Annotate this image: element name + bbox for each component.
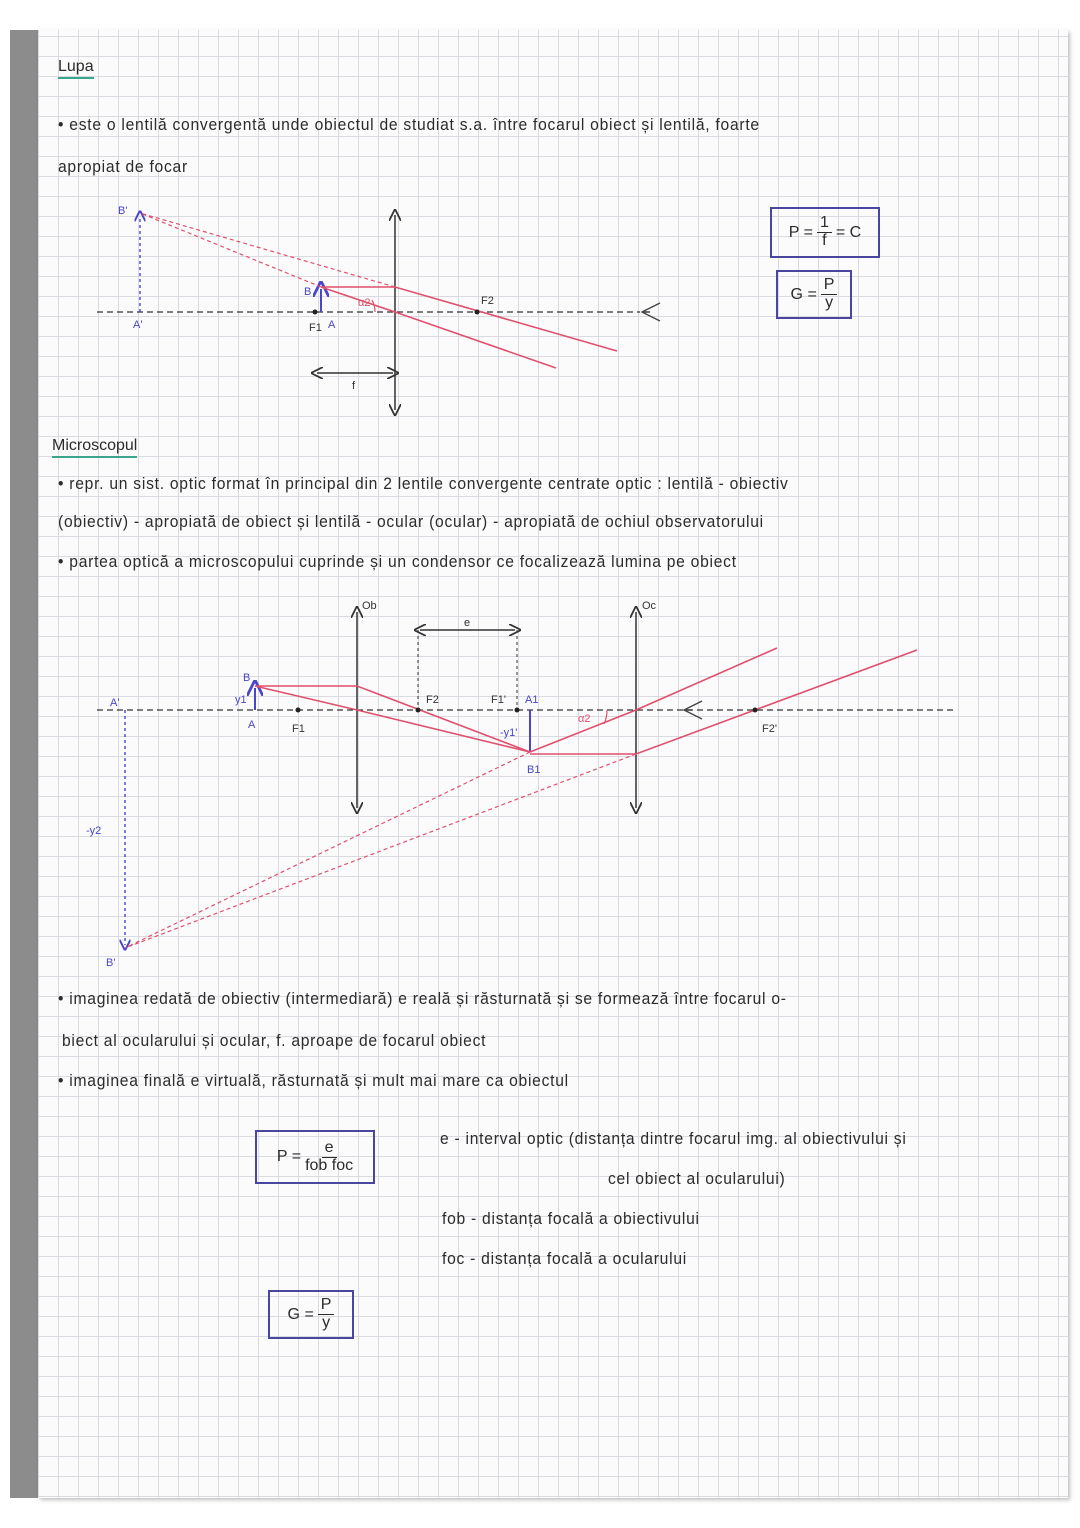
label: y1 bbox=[235, 694, 247, 706]
ray-extension bbox=[125, 752, 636, 948]
denominator: y bbox=[825, 294, 834, 311]
label: B bbox=[243, 672, 251, 684]
label: B1 bbox=[527, 764, 541, 776]
label: B' bbox=[118, 205, 128, 217]
text-line: biect al ocularului și ocular, f. aproape de focarul obiect bbox=[62, 1031, 487, 1050]
label: Ob bbox=[362, 600, 377, 612]
denominator: f bbox=[822, 232, 827, 249]
label: α2 bbox=[578, 713, 591, 725]
legend-line: foc - distanța focală a ocularului bbox=[442, 1249, 687, 1268]
text-line: • repr. un sist. optic format în principal din 2 lentile convergente centrate optic : lentilă - obiectiv bbox=[58, 474, 789, 493]
label: A bbox=[328, 319, 336, 331]
label: α2 bbox=[358, 297, 371, 309]
numerator: P bbox=[318, 1297, 335, 1315]
ray-extension bbox=[140, 213, 395, 287]
formula-box-power bbox=[255, 1130, 375, 1184]
focal-point bbox=[313, 310, 318, 315]
formula-left: G = bbox=[287, 1305, 314, 1323]
ray-ocular-center bbox=[530, 648, 777, 752]
label: F1 bbox=[292, 723, 305, 735]
eye-icon bbox=[642, 303, 660, 321]
ray-center bbox=[255, 686, 530, 752]
legend-line: cel obiect al ocularului) bbox=[608, 1169, 786, 1188]
text-line: (obiectiv) - apropiată de obiect și lentilă - ocular (ocular) - apropiată de ochiul observatorului bbox=[58, 512, 764, 531]
numerator: P bbox=[821, 277, 838, 295]
label: B' bbox=[106, 957, 116, 969]
text-line: • imaginea redată de obiectiv (intermediară) e reală și răsturnată și se formează între focarul o- bbox=[58, 989, 787, 1008]
numerator: e bbox=[322, 1140, 337, 1158]
numerator: 1 bbox=[817, 215, 832, 233]
fraction bbox=[305, 1140, 353, 1175]
focal-point bbox=[475, 310, 480, 315]
label: F2 bbox=[481, 295, 494, 307]
label: -y1' bbox=[500, 727, 518, 739]
label: A bbox=[248, 719, 256, 731]
fraction bbox=[318, 1297, 335, 1332]
text-line: • este o lentilă convergentă unde obiectul de studiat s.a. între focarul obiect și lentilă, foarte bbox=[58, 115, 760, 134]
legend-line: fob - distanța focală a obiectivului bbox=[442, 1209, 700, 1228]
angle-arc bbox=[372, 300, 375, 312]
label: -y2 bbox=[86, 825, 102, 837]
formula-left: P = bbox=[276, 1148, 302, 1165]
section-title-microscop: Microscopul bbox=[52, 437, 137, 458]
label: F1 bbox=[309, 322, 322, 334]
label: F2' bbox=[762, 723, 777, 735]
legend-line: e - interval optic (distanța dintre focarul img. al obiectivului și bbox=[440, 1129, 907, 1148]
formula-left: G = bbox=[790, 285, 817, 303]
text-line: • partea optică a microscopului cuprinde și un condensor ce focalizează lumina pe obiect bbox=[58, 552, 737, 571]
text-line: • imaginea finală e virtuală, răsturnată și mult mai mare ca obiectul bbox=[58, 1071, 569, 1090]
label: A' bbox=[133, 319, 143, 331]
magnifier-diagram bbox=[97, 205, 660, 410]
formula-right: = C bbox=[835, 223, 862, 241]
ray-ocular-parallel bbox=[530, 650, 917, 754]
label: A1 bbox=[525, 694, 539, 706]
label: e bbox=[464, 617, 471, 629]
text-line: apropiat de focar bbox=[58, 157, 188, 176]
label: F2 bbox=[426, 694, 439, 706]
denominator: y bbox=[322, 1314, 331, 1331]
label: F1' bbox=[491, 694, 506, 706]
denominator: fob foc bbox=[305, 1156, 354, 1174]
label: A' bbox=[110, 697, 120, 709]
formula-box-magnification bbox=[268, 1290, 354, 1339]
label: Oc bbox=[642, 600, 657, 612]
label: B bbox=[304, 286, 312, 298]
section-title-lupa: Lupa bbox=[58, 58, 94, 79]
label: f bbox=[352, 380, 356, 392]
formula-left: P = bbox=[788, 223, 813, 241]
microscope-diagram bbox=[86, 600, 955, 969]
